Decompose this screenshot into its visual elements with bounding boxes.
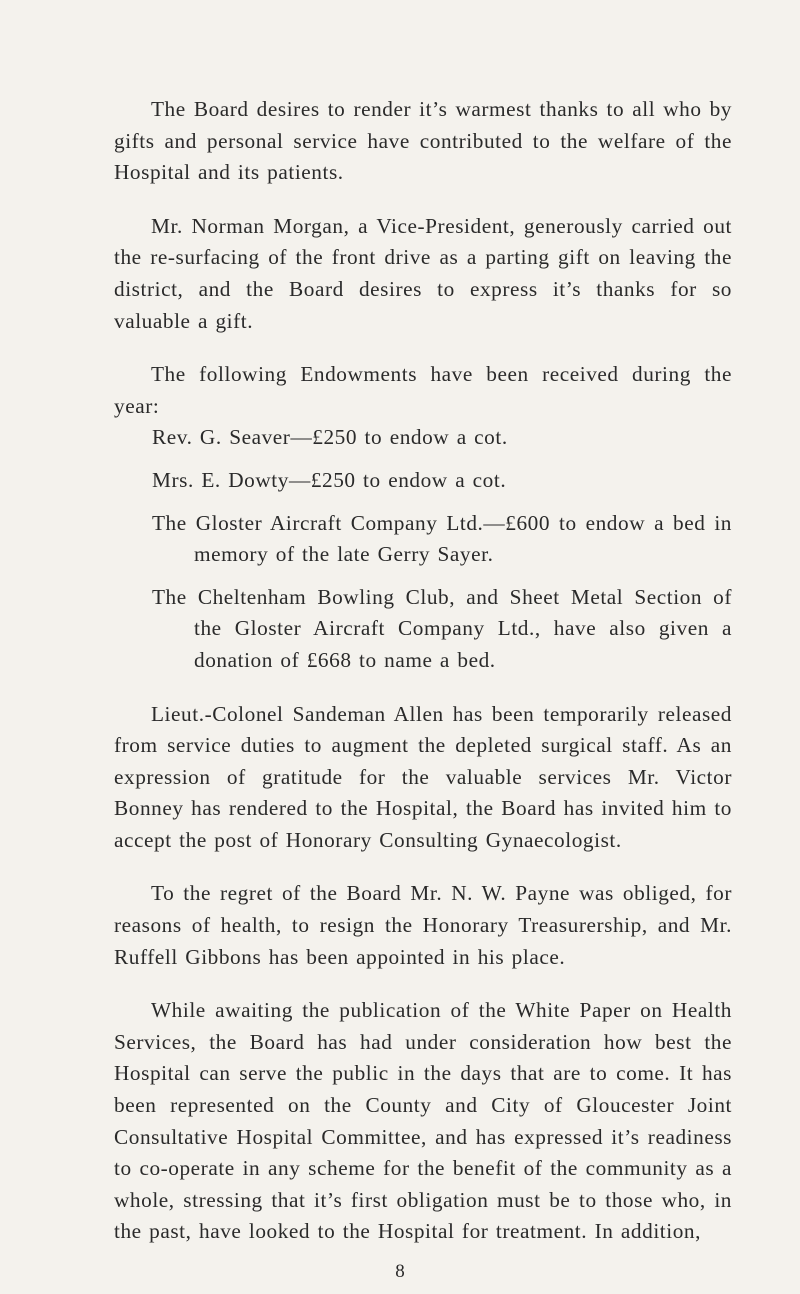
morgan-gift-paragraph: Mr. Norman Morgan, a Vice-President, generously carried out the re-surfacing of the front drive as a parting gift on leaving the district, and the Board desires to express it’s thanks for so valuable a gift. [114,213,732,333]
endowment-item-dowty: Mrs. E. Dowty—£250 to endow a cot. [152,467,507,492]
thanks-paragraph: The Board desires to render it’s warmest thanks to all who by gifts and personal service have contributed to the welfare of the Hospital and its patients. [114,97,732,185]
endowment-item-gloster: The Gloster Aircraft Company Ltd.—£600 to endow a bed in memory of the late Gerry Sayer. [152,510,732,567]
page-number: 8 [395,1261,405,1282]
page-body [114,94,732,1248]
white-paper-paragraph: While awaiting the publication of the White Paper on Health Services, the Board has had under consideration how best the Hospital can serve the public in the days that are to come. It has been represented on the County and City of Gloucester Joint Consultative Hospital Committee, and has expressed it’s readiness to co-operate in any scheme for the benefit of the community as a whole, stressing that it’s first obligation must be to those who, in the past, have looked to the Hospital for treatment. In addition, [114,998,732,1244]
endowments-intro: The following Endowments have been received during the year: [114,362,732,418]
endowments-list [114,422,732,676]
endowment-item-cheltenham: The Cheltenham Bowling Club, and Sheet Metal Section of the Gloster Aircraft Company Ltd., have also given a donation of £668 to name a bed. [152,584,732,672]
staff-paragraph: Lieut.-Colonel Sandeman Allen has been temporarily released from service duties to augment the depleted surgical staff. As an expression of gratitude for the valuable services Mr. Victor Bonney has rendered to the Hospital, the Board has invited him to accept the post of Honorary Consulting Gynaecologist. [114,701,732,852]
endowment-item-seaver: Rev. G. Seaver—£250 to endow a cot. [152,425,508,450]
treasurer-paragraph: To the regret of the Board Mr. N. W. Payne was obliged, for reasons of health, to resign the Honorary Treasurership, and Mr. Ruffell Gibbons has been appointed in his place. [114,881,732,969]
